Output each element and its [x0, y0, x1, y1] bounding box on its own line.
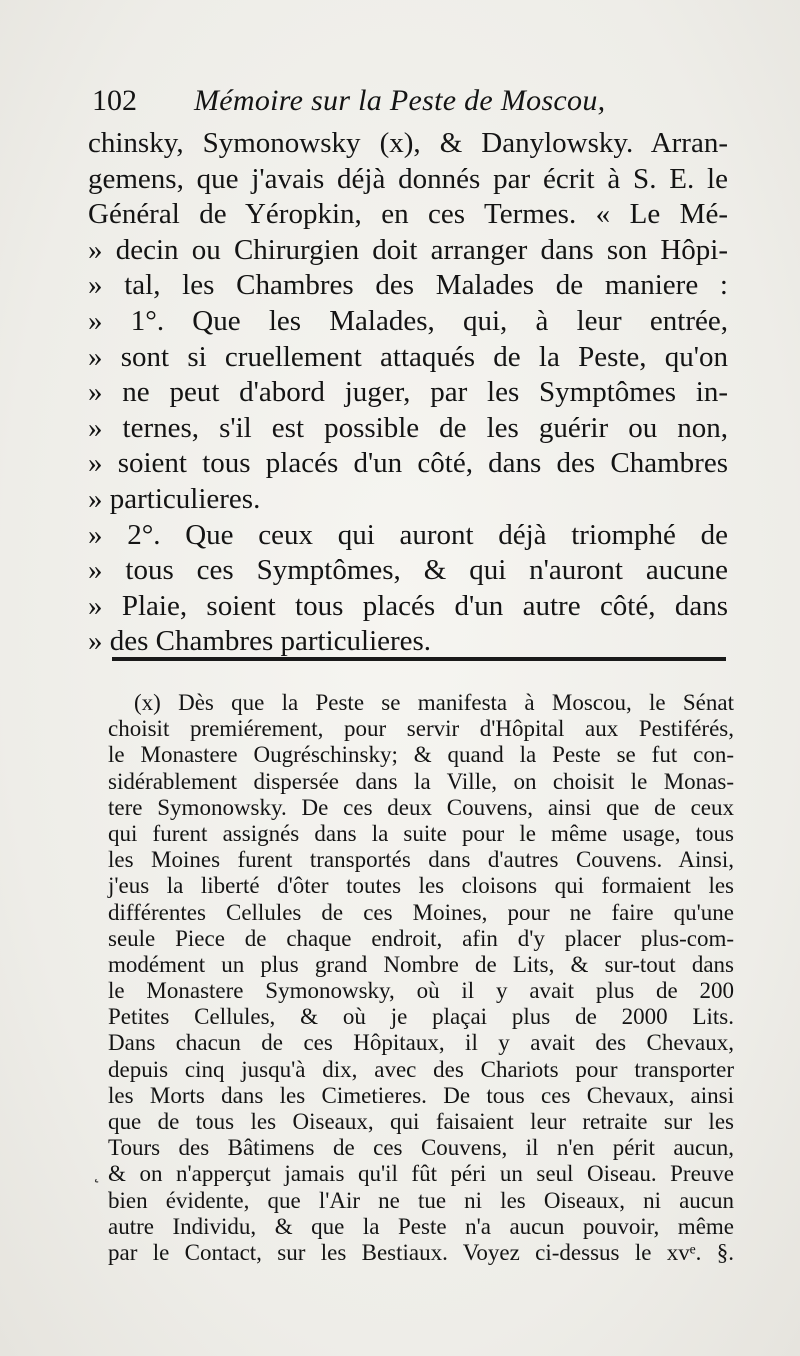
footnote-line: bien évidente, que l'Air ne tue ni les Oiseaux, ni aucun: [108, 1187, 734, 1213]
body-line: » 2°. Que ceux qui auront déjà triomphé de: [88, 518, 728, 551]
footnote-line: les Morts dans les Cimetieres. De tous ces Chevaux, ainsi: [108, 1082, 734, 1108]
footnote-line: j'eus la liberté d'ôter toutes les cloisons qui formaient les: [108, 873, 734, 899]
body-line: » Plaie, soient tous placés d'un autre côté, dans: [88, 589, 728, 622]
body-line: » sont si cruellement attaqués de la Peste, qu'on: [88, 340, 728, 373]
body-line: » tous ces Symptômes, & qui n'auront aucune: [88, 554, 728, 587]
body-line: » soient tous placés d'un côté, dans des Chambres: [88, 447, 728, 480]
footnote-line: Tours des Bâtimens de ces Couvens, il n'en périt aucun,: [108, 1135, 734, 1161]
body-line: chinsky, Symonowsky (x), & Danylowsky. Arran-: [88, 127, 728, 159]
footnote-line: autre Individu, & que la Peste n'a aucun pouvoir, même: [108, 1213, 734, 1239]
body-line: gemens, que j'avais déjà donnés par écrit à S. E. le: [88, 162, 728, 195]
running-title: Mémoire sur la Peste de Moscou,: [194, 84, 606, 117]
page-number: 102: [92, 84, 137, 117]
footnote-line: (x) Dès que la Peste se manifesta à Moscou, le Sénat: [134, 690, 734, 715]
footnote-line: Dans chacun de ces Hôpitaux, il y avait des Chevaux,: [108, 1030, 734, 1056]
footnote-text: [108, 690, 734, 1266]
footnote-line: qui furent assignés dans la suite pour le même usage, tous: [108, 820, 734, 846]
footnote-line: que de tous les Oiseaux, qui faisaient leur retraite sur les: [108, 1109, 734, 1134]
running-header: [92, 76, 652, 126]
body-line: Général de Yéropkin, en ces Termes. « Le Mé-: [88, 198, 728, 231]
footnote-line: Petites Cellules, & où je plaçai plus de 2000 Lits.: [108, 1004, 734, 1030]
main-text: [88, 126, 728, 660]
footnote-line: par le Contact, sur les Bestiaux. Voyez ci-dessus le xvᵉ. §.: [108, 1239, 734, 1265]
footnote-line: modément un plus grand Nombre de Lits, & sur-tout dans: [108, 951, 734, 977]
body-line: » ternes, s'il est possible de les guérir ou non,: [88, 411, 728, 444]
margin-mark: ˛: [92, 1163, 101, 1184]
body-line: » des Chambres particulieres.: [88, 625, 432, 658]
footnote-line: seule Piece de chaque endroit, afin d'y placer plus-com-: [108, 925, 734, 951]
footnote-line: sidérablement dispersée dans la Ville, on choisit le Monas-: [108, 768, 734, 794]
footnote-line: différentes Cellules de ces Moines, pour ne faire qu'une: [108, 899, 734, 925]
body-line: » ne peut d'abord juger, par les Symptômes in-: [88, 376, 728, 409]
footnote-line: & on n'apperçut jamais qu'il fût péri un seul Oiseau. Preuve: [108, 1161, 734, 1187]
footnote-line: tere Symonowsky. De ces deux Couvens, ainsi que de ceux: [108, 794, 734, 820]
footnote-line: depuis cinq jusqu'à dix, avec des Chariots pour transporter: [108, 1056, 734, 1082]
body-line: » decin ou Chirurgien doit arranger dans son Hôpi-: [88, 233, 728, 266]
footnote-line: le Monastere Ougréschinsky; & quand la Peste se fut con-: [108, 742, 734, 768]
footnote-line: le Monastere Symonowsky, où il y avait plus de 200: [108, 978, 734, 1004]
footnote-line: les Moines furent transportés dans d'autres Couvens. Ainsi,: [108, 847, 734, 873]
footnote-line: choisit premiérement, pour servir d'Hôpital aux Pestiférés,: [108, 716, 734, 742]
body-line: » tal, les Chambres des Malades de maniere :: [88, 269, 728, 302]
body-line: » 1°. Que les Malades, qui, à leur entrée,: [88, 304, 728, 337]
footnote-rule: [112, 657, 726, 661]
body-line: » particulieres.: [88, 482, 261, 515]
